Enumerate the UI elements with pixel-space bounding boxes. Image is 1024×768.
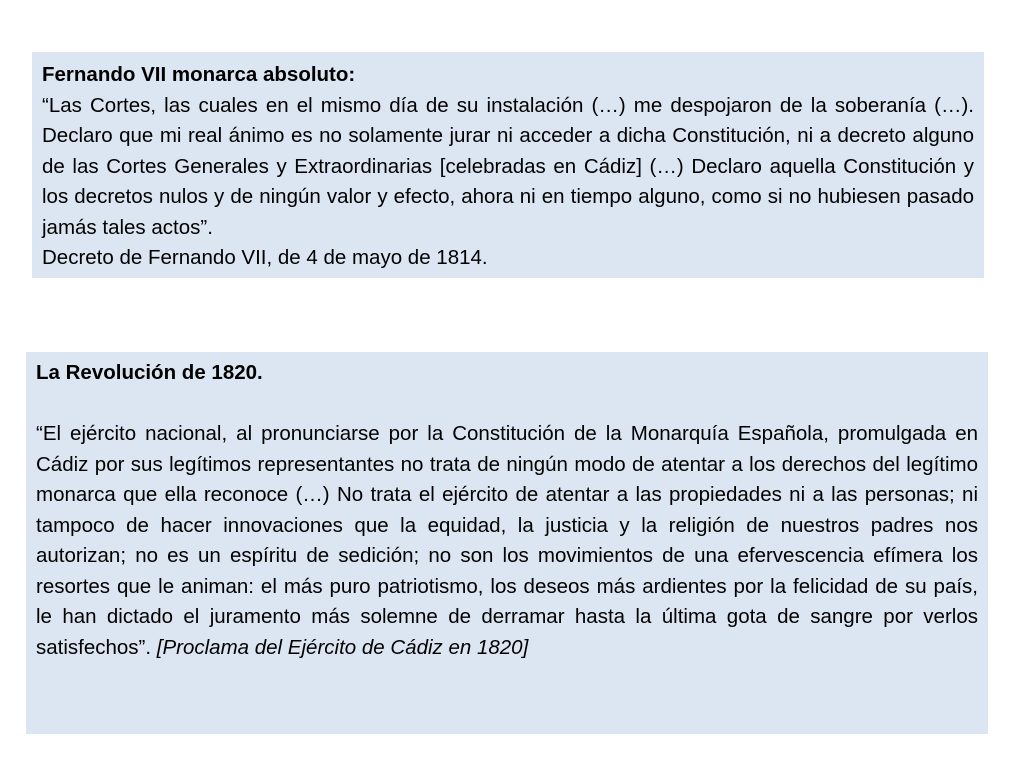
box1-source: Decreto de Fernando VII, de 4 de mayo de 1814. — [42, 246, 488, 269]
text-box-fernando-vii — [32, 52, 984, 278]
box1-quote: “Las Cortes, las cuales en el mismo día de su instalación (…) me despojaron de la soberanía (…). Declaro que mi real ánimo es no solamente jurar ni acceder a dicha Constitución, ni a decreto alguno de las Cortes Generales y Extraordinarias [celebradas en Cádiz] (…) Declaro aquella Constitución y los decretos nulos y de ningún valor y efecto, ahora ni en tiempo alguno, como si no hubiesen pasado jamás tales actos”. — [42, 93, 974, 239]
box2-source: [Proclama del Ejército de Cádiz en 1820] — [156, 635, 529, 659]
box2-quote: “El ejército nacional, al pronunciarse por la Constitución de la Monarquía Española, promulgada en Cádiz por sus legítimos representantes no trata de ningún modo de atentar a los derechos del legítimo monarca que ella reconoce (…) No trata el ejército de atentar a las propiedades ni a las personas; ni tampoco de hacer innovaciones que la equidad, la justicia y la religión de nuestros padres nos autorizan; no es un espíritu de sedición; no son los movimientos de una efervescencia efímera los resortes que le animan: el más puro patriotismo, los deseos más ardientes por la felicidad de su país, le han dictado el juramento más solemne de derramar hasta la última gota de sangre por verlos satisfechos”. — [36, 422, 978, 659]
text-box-revolucion-1820 — [26, 352, 988, 734]
box2-quote-paragraph — [36, 419, 978, 663]
box2-spacer — [36, 389, 978, 420]
box1-title: Fernando VII monarca absoluto: — [42, 63, 356, 86]
box2-title: La Revolución de 1820. — [36, 361, 263, 384]
